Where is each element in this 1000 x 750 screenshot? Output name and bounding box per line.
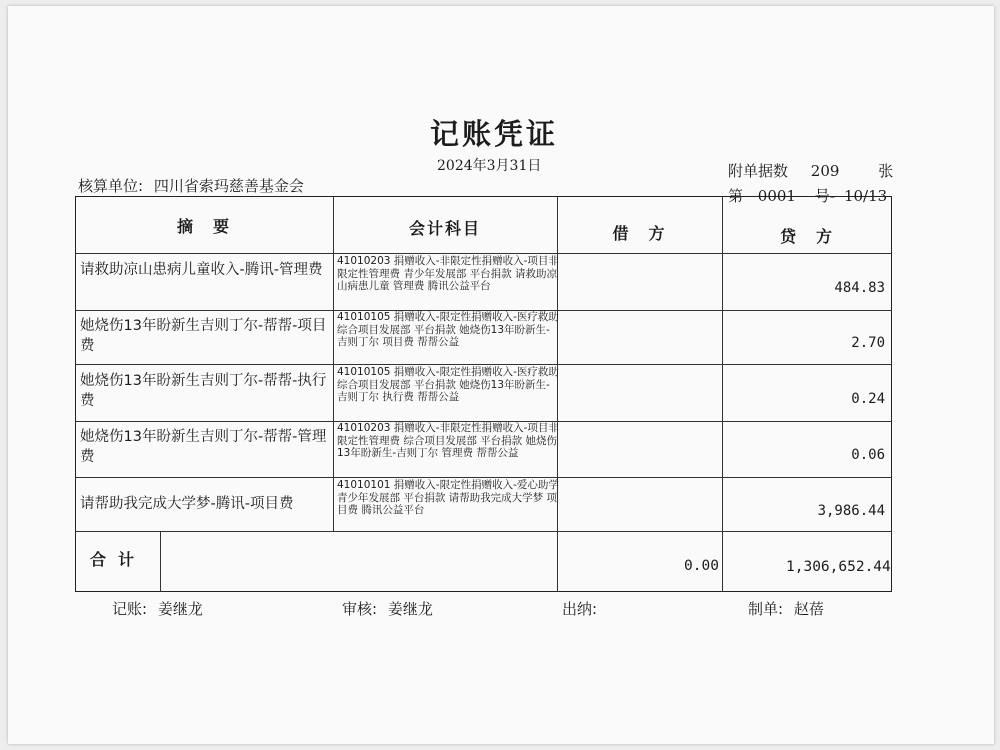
voucher-date: 2024年3月31日 <box>437 158 542 174</box>
row-credit: 2.70 <box>851 335 885 351</box>
reviewer-label: 审核: <box>342 600 378 618</box>
row-account: 41010203 捐赠收入-非限定性捐赠收入-项目非限定性管理费 综合项目发展部 平台捐款 她烧伤13年盼新生-吉则丁尔 管理费 帮帮公益 <box>337 422 559 459</box>
signature-reviewer <box>342 598 433 619</box>
accounting-unit <box>78 175 304 196</box>
accounting-unit-label: 核算单位: <box>78 177 144 195</box>
voucher-prefix: 第 <box>728 187 744 205</box>
cashier-label: 出纳: <box>562 600 598 618</box>
row-account: 41010203 捐赠收入-非限定性捐赠收入-项目非限定性管理费 青少年发展部 平台捐款 请救助凉山病患儿童 管理费 腾讯公益平台 <box>337 255 559 292</box>
attachments-count <box>728 160 893 181</box>
row-divider <box>75 253 892 254</box>
signature-cashier <box>562 598 597 619</box>
signature-preparer <box>748 598 824 619</box>
attachments-label: 附单据数 <box>728 162 789 180</box>
row-account: 41010101 捐赠收入-限定性捐赠收入-爱心助学 青少年发展部 平台捐款 请帮助我完成大学梦 项目费 腾讯公益平台 <box>337 479 559 516</box>
row-account: 41010105 捐赠收入-限定性捐赠收入-医疗救助 综合项目发展部 平台捐款 她烧伤13年盼新生-吉则丁尔 项目费 帮帮公益 <box>337 311 559 348</box>
row-summary: 她烧伤13年盼新生吉则丁尔-帮帮-执行费 <box>80 373 327 409</box>
bookkeeper-name: 姜继龙 <box>157 600 203 618</box>
voucher-suffix: 号- <box>814 187 836 205</box>
preparer-name: 赵蓓 <box>793 600 824 618</box>
accounting-unit-name: 四川省索玛慈善基金会 <box>153 177 304 195</box>
row-summary: 请帮助我完成大学梦-腾讯-项目费 <box>80 496 294 512</box>
header-credit: 贷 方 <box>779 227 834 246</box>
document-title: 记账凭证 <box>430 117 559 151</box>
row-summary: 请救助凉山患病儿童收入-腾讯-管理费 <box>80 262 323 278</box>
row-divider <box>75 364 892 365</box>
header-debit: 借 方 <box>612 224 667 243</box>
header-summary: 摘 要 <box>176 217 231 236</box>
row-summary: 她烧伤13年盼新生吉则丁尔-帮帮-项目费 <box>80 318 327 354</box>
row-credit: 484.83 <box>834 280 885 296</box>
bookkeeper-label: 记账: <box>112 600 148 618</box>
col-divider <box>160 531 161 592</box>
attachments-unit: 张 <box>878 162 894 180</box>
header-account: 会计科目 <box>408 219 481 238</box>
row-summary: 她烧伤13年盼新生吉则丁尔-帮帮-管理费 <box>80 429 327 465</box>
row-divider <box>75 531 892 532</box>
preparer-label: 制单: <box>748 600 784 618</box>
voucher-no: 0001 <box>757 187 796 205</box>
total-label: 合计 <box>90 550 147 569</box>
row-account: 41010105 捐赠收入-限定性捐赠收入-医疗救助 综合项目发展部 平台捐款 她烧伤13年盼新生-吉则丁尔 执行费 帮帮公益 <box>337 366 559 403</box>
reviewer-name: 姜继龙 <box>387 600 433 618</box>
row-divider <box>75 477 892 478</box>
row-credit: 3,986.44 <box>817 503 885 519</box>
row-credit: 0.24 <box>851 391 885 407</box>
col-divider <box>722 196 723 592</box>
voucher-page: 10/13 <box>843 187 888 205</box>
signature-bookkeeper <box>112 598 203 619</box>
row-credit: 0.06 <box>851 447 885 463</box>
col-divider <box>333 196 334 531</box>
attachments-number: 209 <box>810 162 840 180</box>
total-credit: 1,306,652.44 <box>786 559 891 575</box>
total-debit: 0.00 <box>684 558 719 574</box>
